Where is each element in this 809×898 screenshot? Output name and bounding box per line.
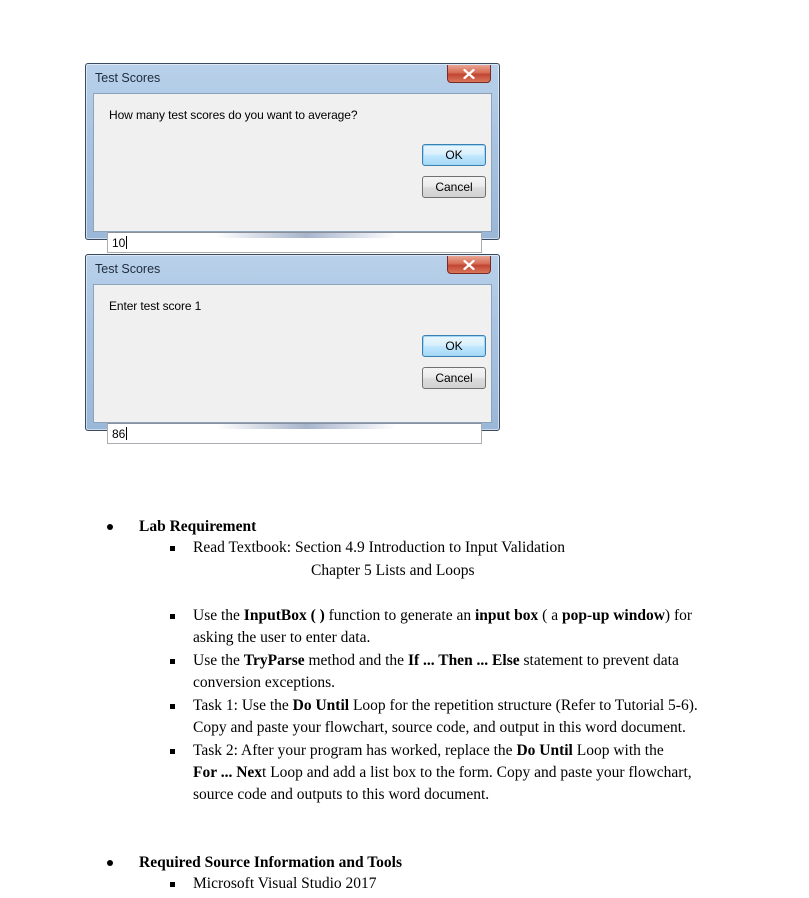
input-value: 86	[112, 426, 126, 441]
requirement-item-task2: Task 2: After your program has worked, replace the Do Until Loop with the	[193, 742, 664, 759]
bullet-square	[170, 704, 175, 709]
cancel-button[interactable]: Cancel	[422, 176, 486, 198]
title-bar[interactable]	[86, 64, 499, 93]
bullet-square	[170, 546, 175, 551]
dialog-prompt: How many test scores do you want to average?	[109, 108, 358, 122]
requirement-item-task1: Task 1: Use the Do Until Loop for the repetition structure (Refer to Tutorial 5-6).	[193, 697, 698, 714]
close-button[interactable]	[447, 256, 491, 274]
close-icon	[463, 260, 475, 270]
required-tools-heading: Required Source Information and Tools	[139, 854, 402, 871]
input-dialog-count	[85, 63, 500, 250]
close-button[interactable]	[447, 65, 491, 83]
input-value: 10	[112, 235, 126, 250]
ok-button[interactable]: OK	[422, 335, 486, 357]
close-icon	[463, 69, 475, 79]
frame-glow	[216, 233, 396, 238]
requirement-item-inputbox-line2: asking the user to enter data.	[193, 629, 371, 646]
requirement-item-task1-line2: Copy and paste your flowchart, source code, and output in this word document.	[193, 719, 686, 736]
frame-glow	[216, 424, 396, 429]
cancel-button[interactable]: Cancel	[422, 367, 486, 389]
ok-button[interactable]: OK	[422, 144, 486, 166]
dialog-client-area	[93, 93, 492, 250]
requirement-item-task2-line3: source code and outputs to this word document.	[193, 786, 490, 803]
input-dialog-score	[85, 254, 500, 441]
lab-requirement-heading: Lab Requirement	[139, 518, 257, 535]
bullet-dot	[107, 860, 113, 866]
bullet-dot	[107, 524, 113, 530]
bullet-square	[170, 659, 175, 664]
dialog-client-area	[93, 284, 492, 441]
requirement-item-task2-line2: For ... Next Loop and add a list box to the form. Copy and paste your flowchart,	[193, 764, 692, 781]
read-textbook-line-2: Chapter 5 Lists and Loops	[311, 562, 475, 579]
read-textbook-line: Read Textbook: Section 4.9 Introduction to Input Validation	[193, 539, 566, 556]
text-caret	[126, 427, 127, 440]
bullet-square	[170, 749, 175, 754]
bullet-square	[170, 882, 175, 887]
dialog-title: Test Scores	[95, 262, 161, 276]
text-caret	[126, 236, 127, 249]
tool-item: Microsoft Visual Studio 2017	[193, 875, 377, 892]
requirement-item-inputbox: Use the InputBox ( ) function to generate an input box ( a pop-up window) for	[193, 607, 693, 624]
title-bar[interactable]	[86, 255, 499, 284]
dialog-title: Test Scores	[95, 71, 161, 85]
bullet-square	[170, 614, 175, 619]
requirement-item-tryparse: Use the TryParse method and the If ... Then ... Else statement to prevent data	[193, 652, 679, 669]
dialog-prompt: Enter test score 1	[109, 299, 202, 313]
requirement-item-tryparse-line2: conversion exceptions.	[193, 674, 336, 691]
